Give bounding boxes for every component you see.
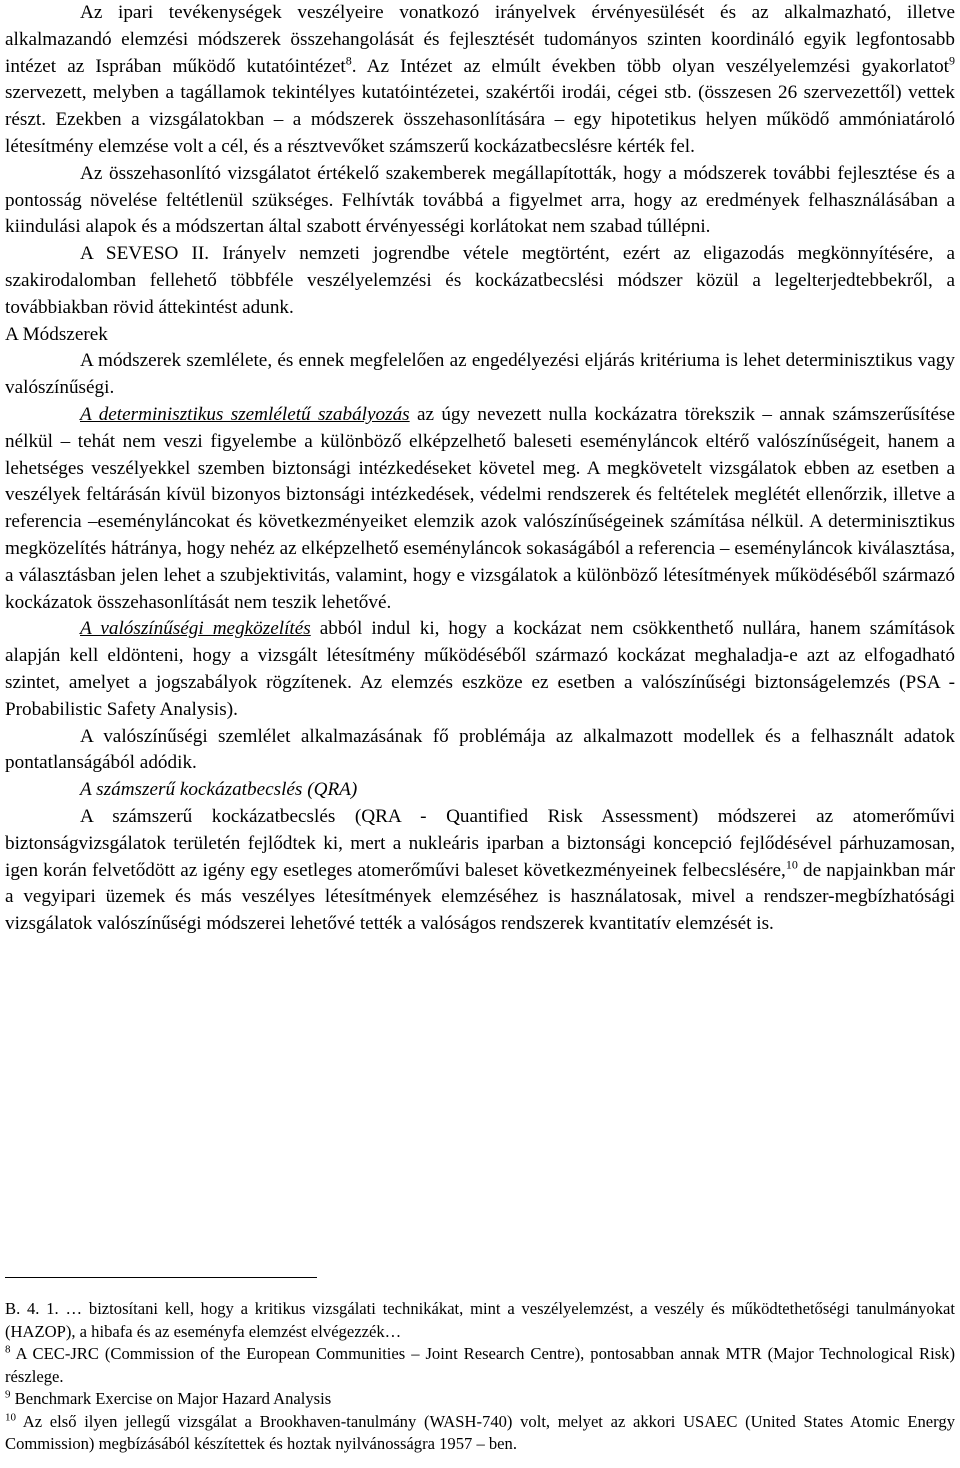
paragraph xyxy=(5,777,955,804)
footnote xyxy=(5,1298,955,1343)
document-body xyxy=(5,0,955,938)
text-run: Az ipari tevékenységek veszélyeire vonatkozó irányelvek érvényesülését és az alkalmazható, illetve alkalmazandó elemzési módszerek összehangolását és fejlesztését tudományos szinten koordináló egyik legfontosabb intézet az Isprában működő kutatóintézet xyxy=(5,2,955,77)
emphasized-term: A számszerű kockázatbecslés (QRA) xyxy=(80,779,358,801)
text-run: A számszerű kockázatbecslés (QRA - Quantified Risk Assessment) módszerei az atomerőművi biztonságvizsgálatok területén fejlődtek ki, mert a nukleáris iparban a biztonsági koncepció fejlődésével párhuzamosan, igen korán felvetődött az igény egy esetleges atomerőművi baleset következményeinek felbecslésére, xyxy=(5,805,955,881)
section-heading xyxy=(5,322,955,349)
text-run: A valószínűségi szemlélet alkalmazásának fő problémája az alkalmazott modellek és a felhasznált adatok pontatlanságából adódik. xyxy=(5,725,955,774)
footnotes xyxy=(5,1298,955,1456)
text-run: A SEVESO II. Irányelv nemzeti jogrendbe vétele megtörtént, ezért az eligazodás megkönnyítésére, a szakirodalomban fellehető többféle veszélyelemzési és kockázatbecslési módszer közül a legelterjedtebbekről, a továbbiakban rövid áttekintést adunk. xyxy=(5,243,955,318)
footnote xyxy=(5,1388,955,1411)
footnote xyxy=(5,1343,955,1388)
document-page xyxy=(5,0,956,1453)
paragraph xyxy=(5,804,955,938)
text-run: Az összehasonlító vizsgálatot értékelő szakemberek megállapították, hogy a módszerek további fejlesztése és a pontosság növelése feltétlenül szükséges. Felhívták továbbá a figyelmet arra, hogy az eredmények felhasználásában a kiindulási alapok és a módszertan által szabott érvényességi korlátokat nem szabad túllépni. xyxy=(5,162,955,238)
footnote xyxy=(5,1411,955,1456)
paragraph xyxy=(5,724,955,778)
paragraph xyxy=(5,241,955,321)
text-run: B. 4. 1. … biztosítani kell, hogy a kritikus vizsgálati technikákat, mint a veszélyelemzést, a veszély és működtethetőségi tanulmányokat (HAZOP), a hibafa és az eseményfa elemzést elvégezzék… xyxy=(5,1299,955,1341)
text-run: . Az Intézet az elmúlt években több olyan veszélyelemzési gyakorlatot xyxy=(351,55,949,77)
text-run: A Módszerek xyxy=(5,323,108,345)
footnote-number: 8 xyxy=(5,1343,11,1356)
text-run: A módszerek szemlélete, és ennek megfelelően az engedélyezési eljárás kritériuma is lehet determinisztikus vagy valószínűségi. xyxy=(5,350,955,399)
text-run: de napjainkban már a vegyipari üzemek és más veszélyes létesítmények elemzéséhez is használatosak, mivel a rendszer-megbízhatósági vizsgálatok valószínűségi módszerei lehetővé tették a valóságos rendszerek kvantitatív elemzését is. xyxy=(5,859,956,935)
paragraph xyxy=(5,0,955,161)
paragraph xyxy=(5,348,955,402)
footnote-number: 10 xyxy=(5,1410,16,1423)
text-run: szervezett, melyben a tagállamok tekintélyes kutatóintézetei, szakértői irodái, cégei stb. (összesen 26 szervezettől) vettek részt. Ezekben a vizsgálatokban – a módszerek összehasonlítására – egy hipotetikus helyen működő ammóniatároló létesítmény elemzése volt a cél, és a résztvevőket számszerű kockázatbecslésre kérték fel. xyxy=(5,82,955,157)
footnote-reference: 9 xyxy=(949,53,955,68)
paragraph xyxy=(5,616,955,723)
footnote-reference: 8 xyxy=(345,53,352,68)
text-run: az úgy nevezett nulla kockázatra törekszik – annak számszerűsítése nélkül – tehát nem veszi figyelembe a különböző elképzelhető baleseti eseményláncok eltérő valószínűségeit, hanem a lehetséges veszélyekkel szemben biztonsági intézkedéseket követel meg. A megkövetelt vizsgálatok ebben az esetben a veszélyek feltárásán kívül bizonyos biztonsági intézkedések, védelmi rendszerek és feltételek meglétét ellenőrzik, illetve a referencia –eseményláncokat és következményeiket elemzik azok valószínűségeinek számítása nélkül. A determinisztikus megközelítés hátránya, hogy nehéz az elképzelhető eseményláncok sokaságából a referencia – eseményláncok kiválasztása, a választásban jelen lehet a szubjektivitás, valamint, hogy e vizsgálatok a különböző létesítmények működéséből származó kockázatok összehasonlítását nem teszik lehetővé. xyxy=(5,403,955,613)
paragraph xyxy=(5,402,955,616)
footnote-separator xyxy=(5,1277,317,1278)
emphasized-term: A valószínűségi megközelítés xyxy=(80,618,311,640)
text-run: Benchmark Exercise on Major Hazard Analysis xyxy=(10,1389,332,1408)
paragraph xyxy=(5,161,955,241)
text-run: abból indul ki, hogy a kockázat nem csökkenthető nullára, hanem számítások alapján kell eldönteni, hogy a vizsgált létesítmény működéséből származó kockázat meghaladja-e azt az elfogadható szintet, amelyet a jogszabályok rögzítenek. Az elemzés eszköze ez esetben a valószínűségi biztonságelemzés (PSA - Probabilistic Safety Analysis). xyxy=(5,618,956,720)
footnote-number: 9 xyxy=(5,1388,11,1401)
emphasized-term: A determinisztikus szemléletű szabályozás xyxy=(80,403,410,425)
footnote-reference: 10 xyxy=(785,857,798,872)
text-run: A CEC-JRC (Commission of the European Communities – Joint Research Centre), pontosabban annak MTR (Major Technological Risk) részlege. xyxy=(5,1344,955,1386)
text-run: Az első ilyen jellegű vizsgálat a Brookhaven-tanulmány (WASH-740) volt, melyet az akkori USAEC (United States Atomic Energy Commission) megbízásából készítettek és hoztak nyilvánosságra 1957 – ben. xyxy=(5,1411,955,1453)
